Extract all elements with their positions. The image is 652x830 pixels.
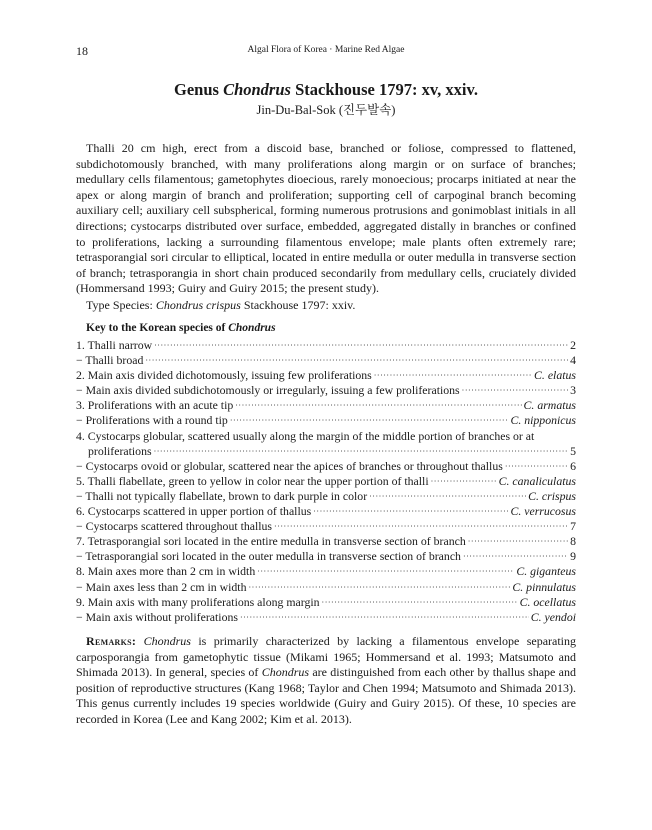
key-row <box>76 338 576 353</box>
type-species-label: Type Species: <box>86 298 153 312</box>
key-row-result: 4 <box>570 353 576 368</box>
key-row-result: 5 <box>570 443 576 458</box>
key-row-label: 9. Main axis with many proliferations along margin <box>76 594 320 609</box>
key-row <box>76 474 576 489</box>
key-row-result: 9 <box>570 549 576 564</box>
key-row <box>76 383 576 398</box>
genus-description: Thalli 20 cm high, erect from a discoid base, branched or foliose, compressed to flattened, subdichotomously branched, with many proliferations along margin or on surface of branches; medullary cells filamentous; gametophytes dioecious, rarely monoecious; procarps initiated at near the apex or along margin of branch and proliferation; supporting cell of carpoginal branch becoming auxiliary cell; auxiliary cell subspherical, forming numerous protrusions and gonimoblast initials in all directions; cystocarps distributed over surface, embedded, aggregated distally in branches or confined to proliferations, lacking a surrounding filamentous envelope; male plants often extremely rare; tetrasporangial sori circular to elliptical, located in entire medulla or outer medulla in transverse section of branch; tetrasporangia in short chain produced secondarily from medullary cells, cruciately divided (Hommersand 1993; Guiry and Guiry 2015; the present study). <box>76 141 576 296</box>
key-row-leader <box>235 398 521 413</box>
key-row-result: 7 <box>570 519 576 534</box>
korean-name: Jin-Du-Bal-Sok (진두발속) <box>256 103 396 117</box>
key-row-result: 6 <box>570 458 576 473</box>
key-row-label: 4. Cystocarps globular, scattered usually along the margin of the middle portion of branches or at <box>76 428 535 443</box>
type-species-authority: Stackhouse 1797: xxiv. <box>243 298 356 312</box>
key-row-label: 5. Thalli flabellate, green to yellow in color near the upper portion of thalli <box>76 473 429 488</box>
key-row-label: − Main axis divided subdichotomously or irregularly, issuing a few proliferations <box>76 383 460 398</box>
key-row-label: − Cystocarps ovoid or globular, scattered near the apices of branches or throughout thallus <box>76 458 503 473</box>
key-row <box>76 580 576 595</box>
genus-title <box>0 80 652 100</box>
key-row <box>76 610 576 625</box>
key-row-leader <box>145 353 568 368</box>
key-row-result: C. giganteus <box>516 564 576 579</box>
key-row-result: C. canaliculatus <box>498 473 576 488</box>
key-row-label: − Thalli not typically flabellate, brown to dark purple in color <box>76 488 368 503</box>
key-row-result: C. pinnulatus <box>512 579 576 594</box>
key-row <box>76 549 576 564</box>
key-row-label: − Thalli broad <box>76 353 144 368</box>
key-row <box>76 489 576 504</box>
key-row-label: − Proliferations with a round tip <box>76 413 228 428</box>
key-row-result: C. crispus <box>528 488 576 503</box>
key-row-leader <box>248 580 510 595</box>
key-row-leader <box>154 444 569 459</box>
remarks-text-2: are distinguished from each other by thallus shape and position of reproductive structures (Kang 1968; Taylor and Chen 1994; Matsumoto and Shimada 2013). This genus currently includes 19 species worldwide (Guiry and Guiry 2015). Of these, 10 species are recorded in Korea (Lee and Kang 2002; Kim et al. 2013). <box>76 665 576 726</box>
key-heading-genus: Chondrus <box>228 322 276 334</box>
key-row-label: − Cystocarps scattered throughout thallus <box>76 519 273 534</box>
key-row-leader <box>313 504 508 519</box>
key-row-label: 2. Main axis divided dichotomously, issuing few proliferations <box>76 368 372 383</box>
key-row-label: 7. Tetrasporangial sori located in the entire medulla in transverse section of branch <box>76 534 466 549</box>
key-row-leader <box>505 459 568 474</box>
key-row-result: 2 <box>570 338 576 352</box>
key-row <box>76 398 576 413</box>
title-prefix: Genus <box>174 80 224 99</box>
remarks-paragraph <box>76 634 576 728</box>
page-number: 18 <box>76 44 88 58</box>
key-row-result: C. ocellatus <box>519 594 576 609</box>
key-heading-prefix: Key to the Korean species of <box>86 322 229 334</box>
key-row <box>76 519 576 534</box>
title-suffix: Stackhouse 1797: xv, xxiv. <box>290 80 478 99</box>
key-row <box>76 429 576 444</box>
key-row-label: 6. Cystocarps scattered in upper portion of thallus <box>76 504 312 519</box>
key-row-result: C. yendoi <box>530 609 576 624</box>
remarks-text-1: is primarily characterized by lacking a filamentous envelope separating carposporangia from gametophytic tissue (Mikami 1965; Hommersand et al. 1993; Matsumoto and Shimada 2013). In general, species of <box>76 634 577 680</box>
key-row-result: 3 <box>570 383 576 398</box>
key-row-leader <box>322 595 518 610</box>
type-species <box>86 298 355 313</box>
key-row-label: − Main axis without proliferations <box>76 609 238 624</box>
remarks-label: Remarks: <box>86 634 137 648</box>
remarks-genus-2: Chondrus <box>261 665 310 680</box>
key-heading <box>86 322 276 334</box>
running-head <box>76 44 576 58</box>
key-row-leader <box>369 489 526 504</box>
key-row <box>76 368 576 383</box>
key-row-leader <box>154 338 568 353</box>
key-row <box>76 353 576 368</box>
key-row-leader <box>240 610 529 625</box>
key-row-leader <box>463 549 568 564</box>
key-row-label: − Tetrasporangial sori located in the outer medulla in transverse section of branch <box>76 549 461 564</box>
key-row <box>76 504 576 519</box>
key-row-leader <box>462 383 568 398</box>
running-title: Algal Flora of Korea · Marine Red Algae <box>247 45 405 55</box>
key-row-result: C. elatus <box>534 368 576 383</box>
key-row-label: − Main axes less than 2 cm in width <box>76 579 247 594</box>
key-row-leader <box>431 474 497 489</box>
key-row-label: 3. Proliferations with an acute tip <box>76 398 234 413</box>
key-row <box>76 444 576 459</box>
key-row-leader <box>230 413 509 428</box>
key-row <box>76 595 576 610</box>
type-species-name: Chondrus crispus <box>155 298 241 312</box>
key-row <box>76 564 576 579</box>
key-row-result: 8 <box>570 534 576 549</box>
key-row-label: 8. Main axes more than 2 cm in width <box>76 564 256 579</box>
key-row-leader <box>468 534 568 549</box>
key-row <box>76 459 576 474</box>
key-row-label: 1. Thalli narrow <box>76 338 153 352</box>
identification-key <box>76 338 576 625</box>
key-row-result: C. verrucosus <box>510 504 576 519</box>
key-row-leader <box>274 519 568 534</box>
key-row-result: C. armatus <box>523 398 576 413</box>
key-row-leader <box>257 564 514 579</box>
title-genus: Chondrus <box>223 80 291 99</box>
key-row <box>76 413 576 428</box>
key-row <box>76 534 576 549</box>
key-row-leader <box>374 368 532 383</box>
key-row-result: C. nipponicus <box>510 413 576 428</box>
remarks-genus-1: Chondrus <box>143 634 191 648</box>
key-row-label: proliferations <box>88 443 152 458</box>
